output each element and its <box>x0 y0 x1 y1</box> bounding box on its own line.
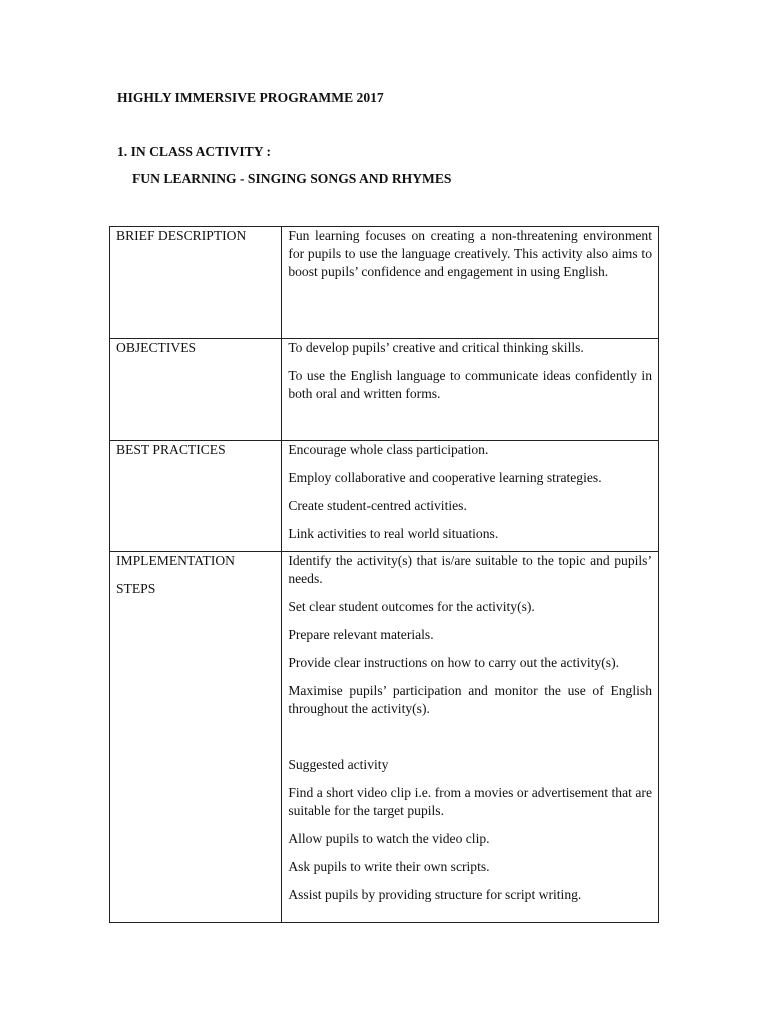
section-subtitle: FUN LEARNING - SINGING SONGS AND RHYMES <box>132 171 452 186</box>
brief-description-label-text: BRIEF DESCRIPTION <box>116 228 247 243</box>
document-title: HIGHLY IMMERSIVE PROGRAMME 2017 <box>117 90 384 105</box>
implementation-step: Maximise pupils’ participation and monitor the use of English throughout the activity(s). <box>288 683 652 716</box>
objectives-label-text: OBJECTIVES <box>116 340 197 355</box>
section-title: 1. IN CLASS ACTIVITY : <box>117 144 271 159</box>
table-row-implementation-steps <box>110 552 659 923</box>
best-practices-content <box>282 441 659 552</box>
brief-description-content <box>282 227 659 339</box>
best-practices-item: Link activities to real world situations. <box>288 526 499 541</box>
suggested-activity-heading: Suggested activity <box>288 757 389 772</box>
brief-description-label <box>110 227 282 339</box>
best-practices-item: Employ collaborative and cooperative learning strategies. <box>288 470 602 485</box>
implementation-step: Identify the activity(s) that is/are suitable to the topic and pupils’ needs. <box>288 553 652 586</box>
suggested-activity-item: Ask pupils to write their own scripts. <box>288 859 490 874</box>
table-row-best-practices <box>110 441 659 552</box>
suggested-activity-item: Allow pupils to watch the video clip. <box>288 831 490 846</box>
table-row-brief-description <box>110 227 659 339</box>
implementation-step: Prepare relevant materials. <box>288 627 434 642</box>
best-practices-label <box>110 441 282 552</box>
best-practices-item: Create student-centred activities. <box>288 498 467 513</box>
activity-table <box>109 226 659 923</box>
objectives-label <box>110 339 282 441</box>
implementation-label-line1: IMPLEMENTATION <box>116 553 235 568</box>
best-practices-item: Encourage whole class participation. <box>288 442 489 457</box>
implementation-step: Provide clear instructions on how to carry out the activity(s). <box>288 655 620 670</box>
table-row-objectives <box>110 339 659 441</box>
suggested-activity-item: Assist pupils by providing structure for script writing. <box>288 887 582 902</box>
spacer <box>288 728 652 756</box>
best-practices-label-text: BEST PRACTICES <box>116 442 226 457</box>
implementation-steps-content <box>282 552 659 923</box>
implementation-step: Set clear student outcomes for the activity(s). <box>288 599 535 614</box>
objectives-content <box>282 339 659 441</box>
objectives-paragraph: To develop pupils’ creative and critical thinking skills. <box>288 340 584 355</box>
objectives-paragraph: To use the English language to communicate ideas confidently in both oral and written forms. <box>288 368 652 401</box>
brief-description-paragraph: Fun learning focuses on creating a non-threatening environment for pupils to use the language creatively. This activity also aims to boost pupils’ confidence and engagement in using English. <box>288 228 652 279</box>
suggested-activity-item: Find a short video clip i.e. from a movies or advertisement that are suitable for the target pupils. <box>288 785 652 818</box>
implementation-steps-label <box>110 552 282 923</box>
implementation-label-line2: STEPS <box>116 581 156 596</box>
